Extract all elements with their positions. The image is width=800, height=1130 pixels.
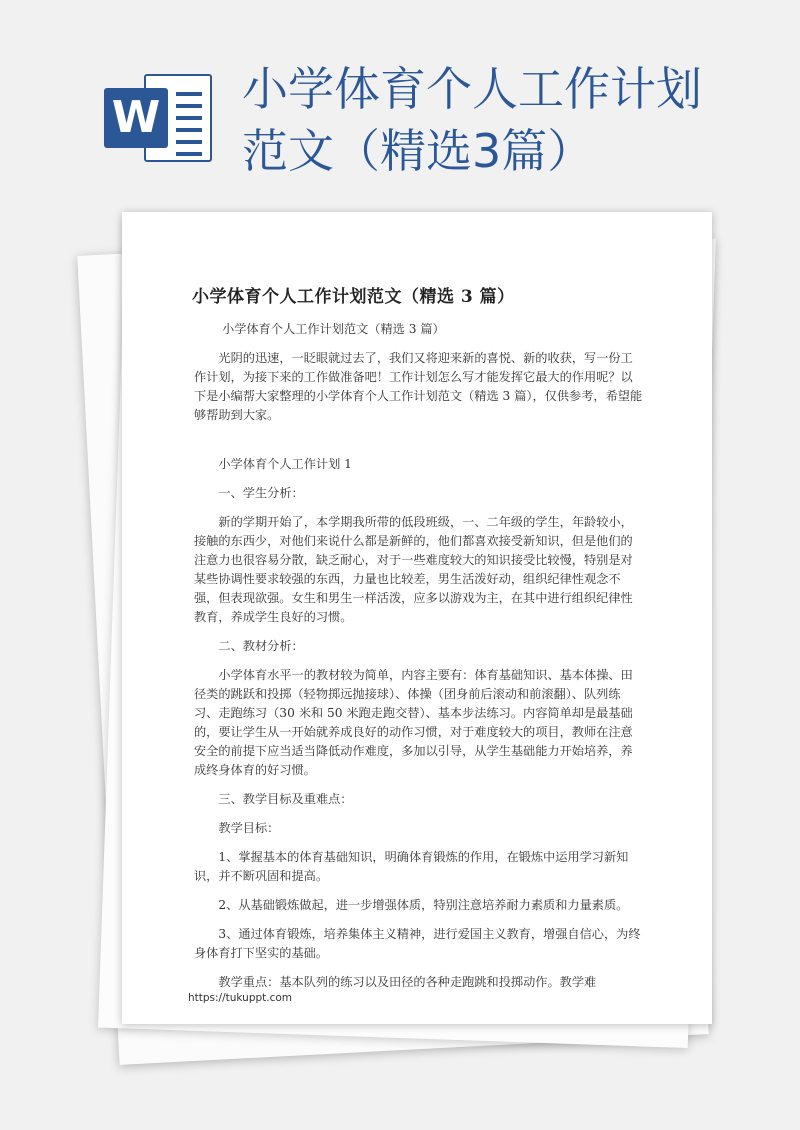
heading-goals: 教学目标： [218,821,280,835]
intro-paragraph: 光阴的迅速，一眨眼就过去了，我们又将迎来新的喜悦、新的收获，写一份工作计划，为接下来的工作做准备吧！工作计划怎么写才能发挥它最大的作用呢？以下是小编帮大家整理的小学体育个人工作计划范文（精选 3 篇），仅供参考，希望能够帮助到大家。 [194,351,643,422]
source-url: https://tukuppt.com [188,992,293,1004]
doc-line [176,152,202,156]
paragraph-student-analysis: 新的学期开始了，本学期我所带的低段班级，一、二年级的学生，年龄较小，接触的东西少，对他们来说什么都是新鲜的，他们都喜欢接受新知识，但是他们的注意力也很容易分散，缺乏耐心，对于一些难度较大的知识接受比较慢，特别是对某些协调性要求较强的东西，力量也比较差，男生活泼好动，组织纪律性观念不强，但表现欲强。女生和男生一样活泼，应多以游戏为主，在其中进行组织纪律性教育，养成学生良好的习惯。 [194,515,633,624]
word-letter-badge: W [104,88,168,148]
heading-teaching-goals: 三、教学目标及重难点： [218,792,353,806]
hero-title [242,58,742,182]
heading-textbook-analysis: 二、教材分析： [218,639,304,653]
goal-item-3: 3、通过体育锻炼，培养集体主义精神，进行爱国主义教育，增强自信心，为终身体育打下坚实的基础。 [194,927,641,960]
goal-item-2: 2、从基础锻炼做起，进一步增强体质，特别注意培养耐力素质和力量素质。 [218,898,629,912]
doc-line [176,92,202,96]
document-title: 小学体育个人工作计划范文（精选 3 篇） [192,287,515,307]
hero-title-line1: 小学体育个人工作计划 [242,62,702,116]
goal-item-1: 1、掌握基本的体育基础知识，明确体育锻炼的作用，在锻炼中运用学习新知识，并不断巩固和提高。 [194,850,629,883]
section-title: 小学体育个人工作计划 1 [218,457,352,471]
doc-line [176,116,202,120]
paragraph-key-points: 教学重点：基本队列的练习以及田径的各种走跑跳和投掷动作。教学难 [218,975,597,989]
doc-line [176,104,202,108]
paragraph-textbook-analysis: 小学体育水平一的教材较为简单，内容主要有：体育基础知识、基本体操、田径类的跳跃和投掷（轻物掷远抛接球）、体操（团身前后滚动和前滚翻）、队列练习、走跑练习（30 米和 50 米跑走跑交替）、基本步法练习。内容简单却是最基础的，要让学生从一开始就养成良好的动作习惯，对于难度较大的项目，教师在注意安全的前提下应当适当降低动作难度，多加以引导，从学生基础能力开始培养，养成终身体育的好习惯。 [194,668,633,777]
hero-title-line2: 范文（精选3篇） [242,124,594,178]
document-subtitle: 小学体育个人工作计划范文（精选 3 篇） [222,322,445,336]
doc-line [176,140,202,144]
document-body [194,320,644,992]
word-document-icon [104,70,216,166]
document-page [122,212,712,1024]
heading-student-analysis: 一、学生分析： [218,486,304,500]
doc-line [176,128,202,132]
